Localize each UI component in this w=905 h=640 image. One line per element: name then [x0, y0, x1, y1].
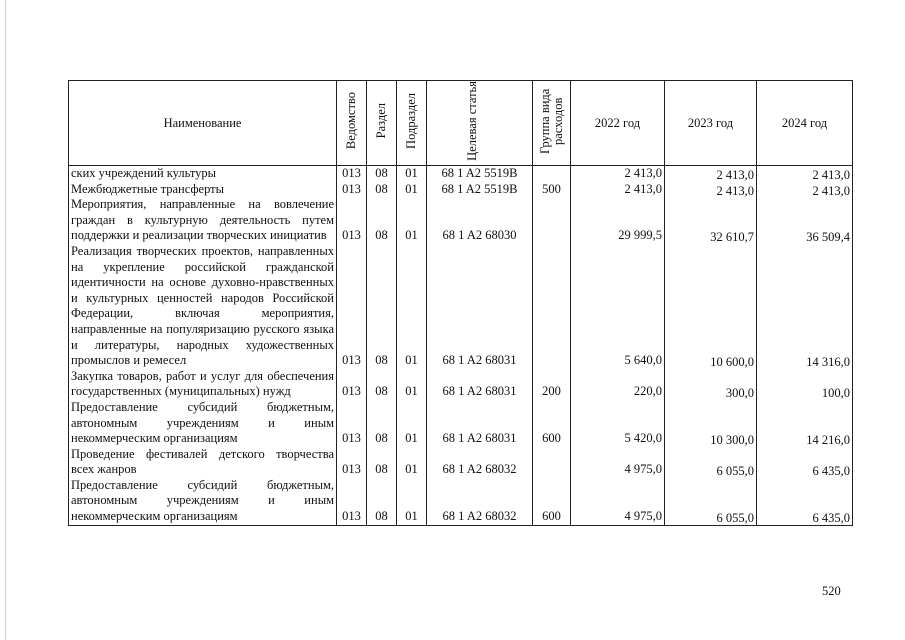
- row-celevaya-statya: 68 1 A2 68032: [427, 447, 533, 478]
- row-podrazdel: 01: [397, 478, 427, 525]
- row-vedomstvo: 013: [337, 197, 367, 244]
- row-2023: 32 610,7: [665, 199, 757, 246]
- row-2022: 5 420,0: [571, 400, 665, 447]
- header-2024: 2024 год: [757, 81, 853, 166]
- row-gruppa: 500: [533, 182, 571, 198]
- row-name: Проведение фестивалей детского творчества всех жанров: [69, 447, 337, 478]
- row-celevaya-statya: 68 1 A2 68031: [427, 369, 533, 400]
- row-vedomstvo: 013: [337, 478, 367, 525]
- row-gruppa: [533, 197, 571, 244]
- row-vedomstvo: 013: [337, 244, 367, 369]
- row-razdel: 08: [367, 182, 397, 198]
- row-podrazdel: 01: [397, 166, 427, 182]
- row-celevaya-statya: 68 1 A2 68030: [427, 197, 533, 244]
- row-2023: 2 413,0: [665, 184, 757, 200]
- row-gruppa: 200: [533, 369, 571, 400]
- table-row: [69, 182, 853, 198]
- row-2023: 10 600,0: [665, 246, 757, 371]
- row-2023: 6 055,0: [665, 480, 757, 527]
- row-podrazdel: 01: [397, 244, 427, 369]
- row-celevaya-statya: 68 1 A2 68032: [427, 478, 533, 525]
- row-2022: 4 975,0: [571, 478, 665, 525]
- row-name: Межбюджетные трансферты: [69, 182, 337, 198]
- table-row: [69, 369, 853, 400]
- row-vedomstvo: 013: [337, 369, 367, 400]
- header-razdel: Раздел: [367, 81, 397, 166]
- row-podrazdel: 01: [397, 182, 427, 198]
- row-celevaya-statya: 68 1 A2 5519B: [427, 166, 533, 182]
- row-razdel: 08: [367, 478, 397, 525]
- row-podrazdel: 01: [397, 447, 427, 478]
- row-razdel: 08: [367, 197, 397, 244]
- row-podrazdel: 01: [397, 197, 427, 244]
- row-celevaya-statya: 68 1 A2 68031: [427, 400, 533, 447]
- header-celevaya-statya: Целевая статья: [427, 81, 533, 166]
- row-razdel: 08: [367, 447, 397, 478]
- row-2024: 36 509,4: [757, 199, 853, 246]
- header-name: Наименование: [69, 81, 337, 166]
- table-row: [69, 244, 853, 369]
- row-2022: 2 413,0: [571, 166, 665, 182]
- row-razdel: 08: [367, 400, 397, 447]
- row-gruppa: [533, 244, 571, 369]
- row-vedomstvo: 013: [337, 447, 367, 478]
- row-gruppa: [533, 166, 571, 182]
- row-razdel: 08: [367, 244, 397, 369]
- header-2023: 2023 год: [665, 81, 757, 166]
- row-vedomstvo: 013: [337, 166, 367, 182]
- row-2024: 2 413,0: [757, 184, 853, 200]
- header-podrazdel: Подраздел: [397, 81, 427, 166]
- row-2023: 300,0: [665, 371, 757, 402]
- row-2024: 6 435,0: [757, 480, 853, 527]
- table-row: [69, 447, 853, 478]
- row-celevaya-statya: 68 1 A2 5519B: [427, 182, 533, 198]
- scan-edge-line: [5, 0, 6, 640]
- row-name: Предоставление субсидий бюджетным, автономным учреждениям и иным некоммерческим организациям: [69, 478, 337, 525]
- row-2023: 6 055,0: [665, 449, 757, 480]
- row-2022: 2 413,0: [571, 182, 665, 198]
- header-vedomstvo: Ведомство: [337, 81, 367, 166]
- row-vedomstvo: 013: [337, 400, 367, 447]
- row-2024: 14 316,0: [757, 246, 853, 371]
- row-2022: 29 999,5: [571, 197, 665, 244]
- row-2023: 10 300,0: [665, 402, 757, 449]
- row-podrazdel: 01: [397, 400, 427, 447]
- row-2024: 100,0: [757, 371, 853, 402]
- row-gruppa: [533, 447, 571, 478]
- row-2022: 4 975,0: [571, 447, 665, 478]
- table-header-row: [69, 81, 853, 166]
- row-name: Закупка товаров, работ и услуг для обеспечения государственных (муниципальных) нужд: [69, 369, 337, 400]
- row-gruppa: 600: [533, 478, 571, 525]
- row-vedomstvo: 013: [337, 182, 367, 198]
- budget-table: [68, 80, 853, 526]
- table-row: [69, 166, 853, 182]
- header-2022: 2022 год: [571, 81, 665, 166]
- row-name: Реализация творческих проектов, направленных на укрепление российской гражданской идентичности на основе духовно-нравственных и культурных ценностей народов Российской Федерации, включая мероприятия, направленные на популяризацию русского языка и литературы, народных художественных промыслов и ремесел: [69, 244, 337, 369]
- row-name: Мероприятия, направленные на вовлечение граждан в культурную деятельность путем поддержки и реализации творческих инициатив: [69, 197, 337, 244]
- row-2022: 5 640,0: [571, 244, 665, 369]
- header-gruppa-vida-rashodov: Группа вида расходов: [533, 81, 571, 166]
- row-2022: 220,0: [571, 369, 665, 400]
- row-2024: 2 413,0: [757, 168, 853, 184]
- row-razdel: 08: [367, 166, 397, 182]
- row-name: ских учреждений культуры: [69, 166, 337, 182]
- table-row: [69, 478, 853, 525]
- table-row: [69, 400, 853, 447]
- row-2024: 6 435,0: [757, 449, 853, 480]
- row-gruppa: 600: [533, 400, 571, 447]
- row-razdel: 08: [367, 369, 397, 400]
- table-row: [69, 197, 853, 244]
- row-podrazdel: 01: [397, 369, 427, 400]
- page-number: 520: [822, 584, 841, 598]
- row-2024: 14 216,0: [757, 402, 853, 449]
- row-2023: 2 413,0: [665, 168, 757, 184]
- row-name: Предоставление субсидий бюджетным, автономным учреждениям и иным некоммерческим организациям: [69, 400, 337, 447]
- row-celevaya-statya: 68 1 A2 68031: [427, 244, 533, 369]
